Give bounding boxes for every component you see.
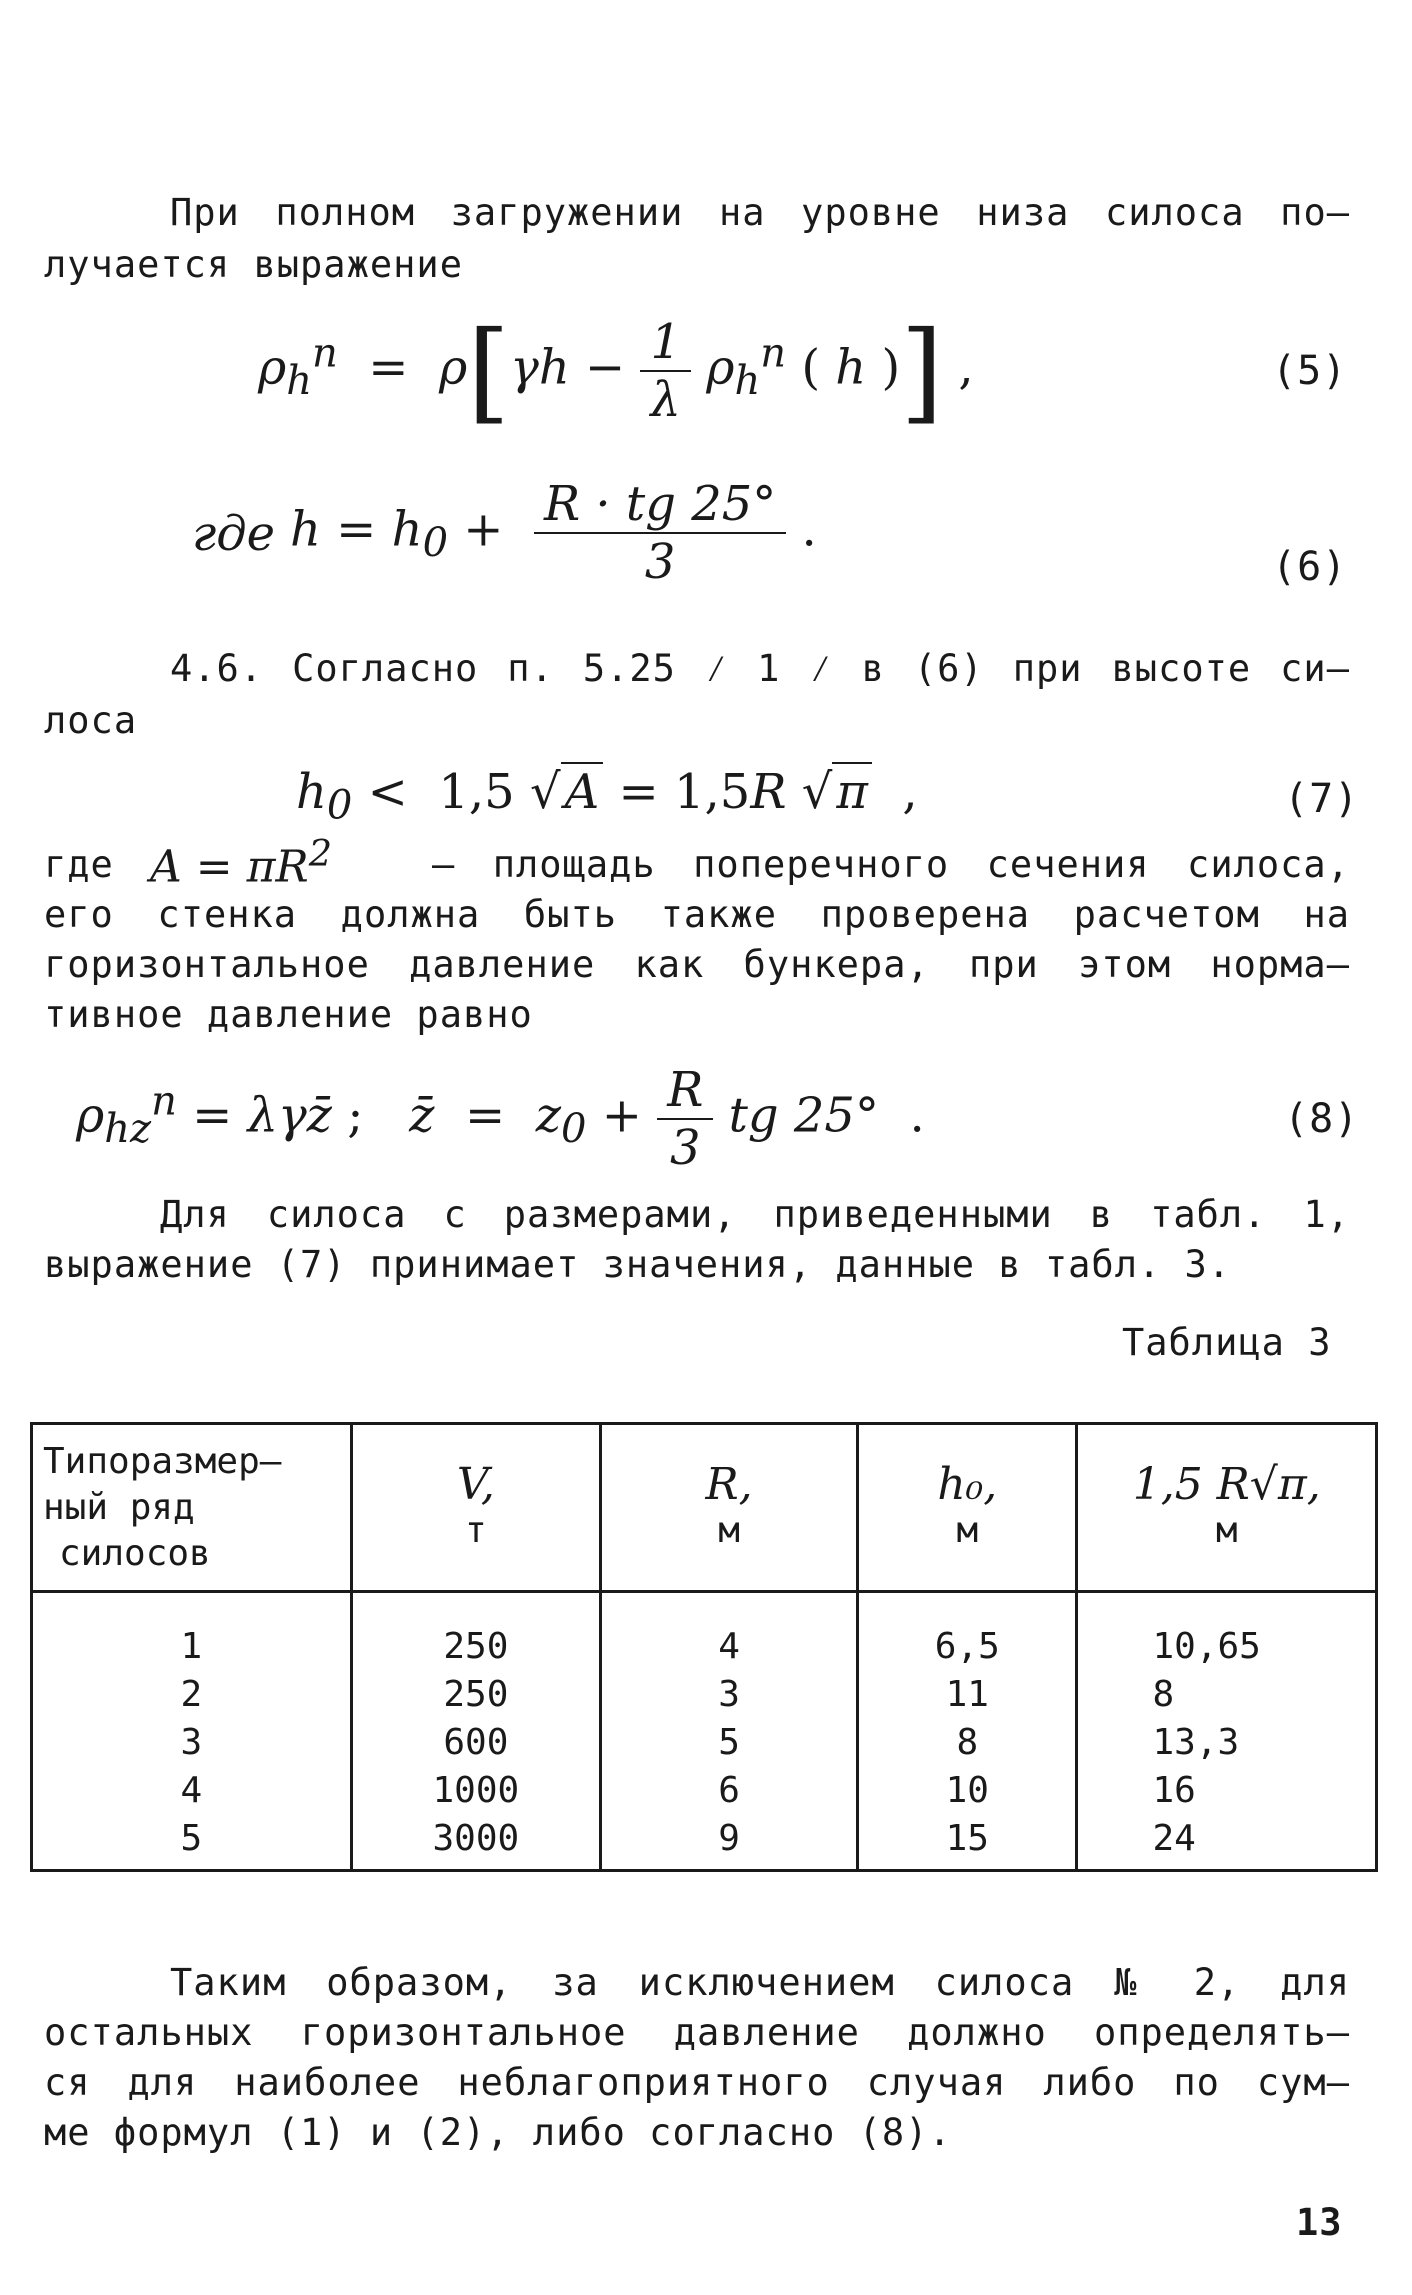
table-header-row — [32, 1424, 1377, 1592]
table-caption: Таблица 3 — [1122, 1321, 1332, 1364]
header-h0: h₀, м — [858, 1424, 1077, 1592]
paragraph-3-line-4: тивное давление равно — [44, 993, 533, 1036]
column-h0: 6,5 11 8 10 15 — [858, 1592, 1077, 1871]
paragraph-5-line-2: остальных горизонтальное давление должно определять– — [44, 2011, 1350, 2054]
paragraph-5-line-1: Таким образом, за исключением силоса № 2, для — [170, 1961, 1350, 2004]
equation-6-number: (6) — [1272, 544, 1348, 590]
page-number: 13 — [1296, 2201, 1343, 2244]
equation-8: $\rho_{hz}^n$ = λγz̄ ; z̄ = $z_0$ + $\frac{R}{3}$ tg 25° . — [76, 1062, 925, 1176]
paragraph-3-line-3: горизонтальное давление как бункера, при этом норма– — [44, 943, 1350, 986]
equation-5-number: (5) — [1272, 348, 1348, 394]
header-radius: R, м — [601, 1424, 858, 1592]
paragraph-5-line-4: ме формул (1) и (2), либо согласно (8). — [44, 2111, 952, 2154]
column-limit: 10,65 8 13,3 16 24 — [1077, 1592, 1377, 1871]
table-body-row — [32, 1592, 1377, 1871]
paragraph-4-line-1: Для силоса с размерами, приведенными в табл. 1, — [160, 1193, 1350, 1236]
column-radius: 4 3 5 6 9 — [601, 1592, 858, 1871]
equation-6: $h = h_0$ + $\frac{R \cdot tg 25^\circ}{3}$ . — [290, 476, 817, 590]
paragraph-2-line-2: лоса — [44, 699, 138, 742]
paragraph-4-line-2: выражение (7) принимает значения, данные в табл. 3. — [44, 1243, 1232, 1286]
column-volume: 250 250 600 1000 3000 — [351, 1592, 600, 1871]
area-formula: $A = \pi R^2$ — [150, 832, 333, 893]
paragraph-3-where: где — [44, 843, 114, 886]
paragraph-2-line-1: 4.6. Согласно п. 5.25 ⁄ 1 ⁄ в (6) при высоте си– — [170, 647, 1350, 690]
paragraph-1-line-1: При полном загружении на уровне низа силоса по– — [170, 191, 1350, 234]
table-3 — [30, 1422, 1378, 1872]
header-size-series: Типоразмер– ный ряд силосов — [32, 1424, 352, 1592]
equation-5: $\rho_h^n = \rho[\gamma h$ − $\frac{1}{\lambda}$ $\rho_h^n$ ( h )] , — [258, 307, 974, 435]
equation-8-number: (8) — [1284, 1096, 1360, 1142]
equation-7-number: (7) — [1284, 776, 1360, 822]
header-limit: 1,5 R√π, м — [1077, 1424, 1377, 1592]
paragraph-3-line-2: его стенка должна быть также проверена расчетом на — [44, 893, 1350, 936]
paragraph-3-line-1: – площадь поперечного сечения силоса, — [432, 843, 1350, 886]
column-series: 1 2 3 4 5 — [32, 1592, 352, 1871]
paragraph-1-line-2: лучается выражение — [44, 243, 463, 286]
header-volume: V, т — [351, 1424, 600, 1592]
equation-6-where: где — [192, 506, 276, 562]
paragraph-5-line-3: ся для наиболее неблагоприятного случая либо по сум– — [44, 2061, 1350, 2104]
equation-7: $h_0 < 1,5$ √A = 1,5R √π , — [296, 764, 918, 829]
